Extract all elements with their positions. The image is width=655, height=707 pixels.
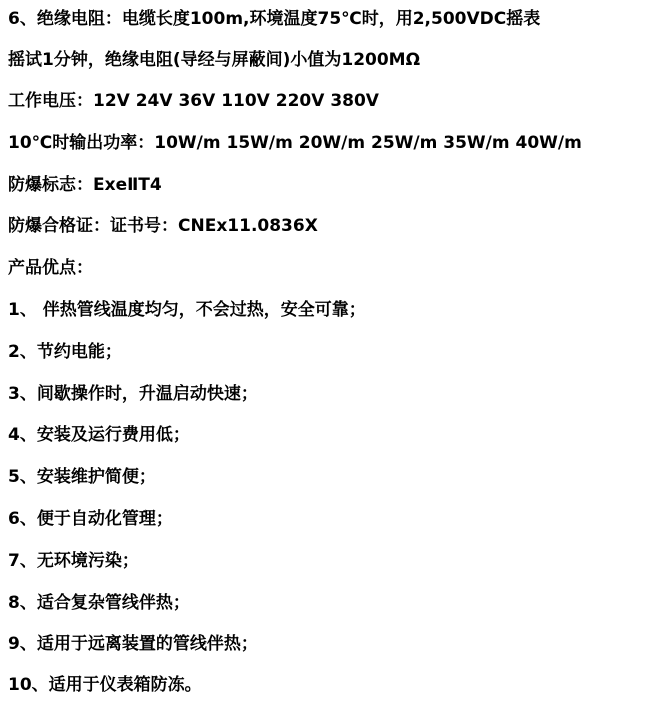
advantage-item-8: 8、适合复杂管线伴热； <box>8 593 190 613</box>
insulation-resistance-line-1: 6、绝缘电阻：电缆长度100m,环境温度75℃时，用2,500VDC摇表 <box>8 9 541 29</box>
advantage-item-1: 1、 伴热管线温度均匀，不会过热，安全可靠； <box>8 300 366 320</box>
advantage-item-6: 6、便于自动化管理； <box>8 509 173 529</box>
advantages-heading: 产品优点： <box>8 258 93 278</box>
advantage-item-3: 3、间歇操作时，升温启动快速； <box>8 384 258 404</box>
advantage-item-4: 4、安装及运行费用低； <box>8 425 190 445</box>
advantage-item-2: 2、节约电能； <box>8 342 122 362</box>
advantage-item-5: 5、安装维护简便； <box>8 467 156 487</box>
advantage-item-9: 9、适用于远离装置的管线伴热； <box>8 634 258 654</box>
working-voltage-line: 工作电压：12V 24V 36V 110V 220V 380V <box>8 91 379 111</box>
advantage-item-7: 7、无环境污染； <box>8 551 139 571</box>
advantage-item-10: 10、适用于仪表箱防冻。 <box>8 675 202 695</box>
insulation-resistance-line-2: 摇试1分钟，绝缘电阻(导经与屏蔽间)小值为1200MΩ <box>8 50 421 70</box>
explosion-proof-mark-line: 防爆标志：ExeⅡT4 <box>8 175 162 195</box>
certificate-line: 防爆合格证：证书号：CNEx11.0836X <box>8 216 318 236</box>
output-power-line: 10℃时输出功率：10W/m 15W/m 20W/m 25W/m 35W/m 40W/m <box>8 133 582 153</box>
